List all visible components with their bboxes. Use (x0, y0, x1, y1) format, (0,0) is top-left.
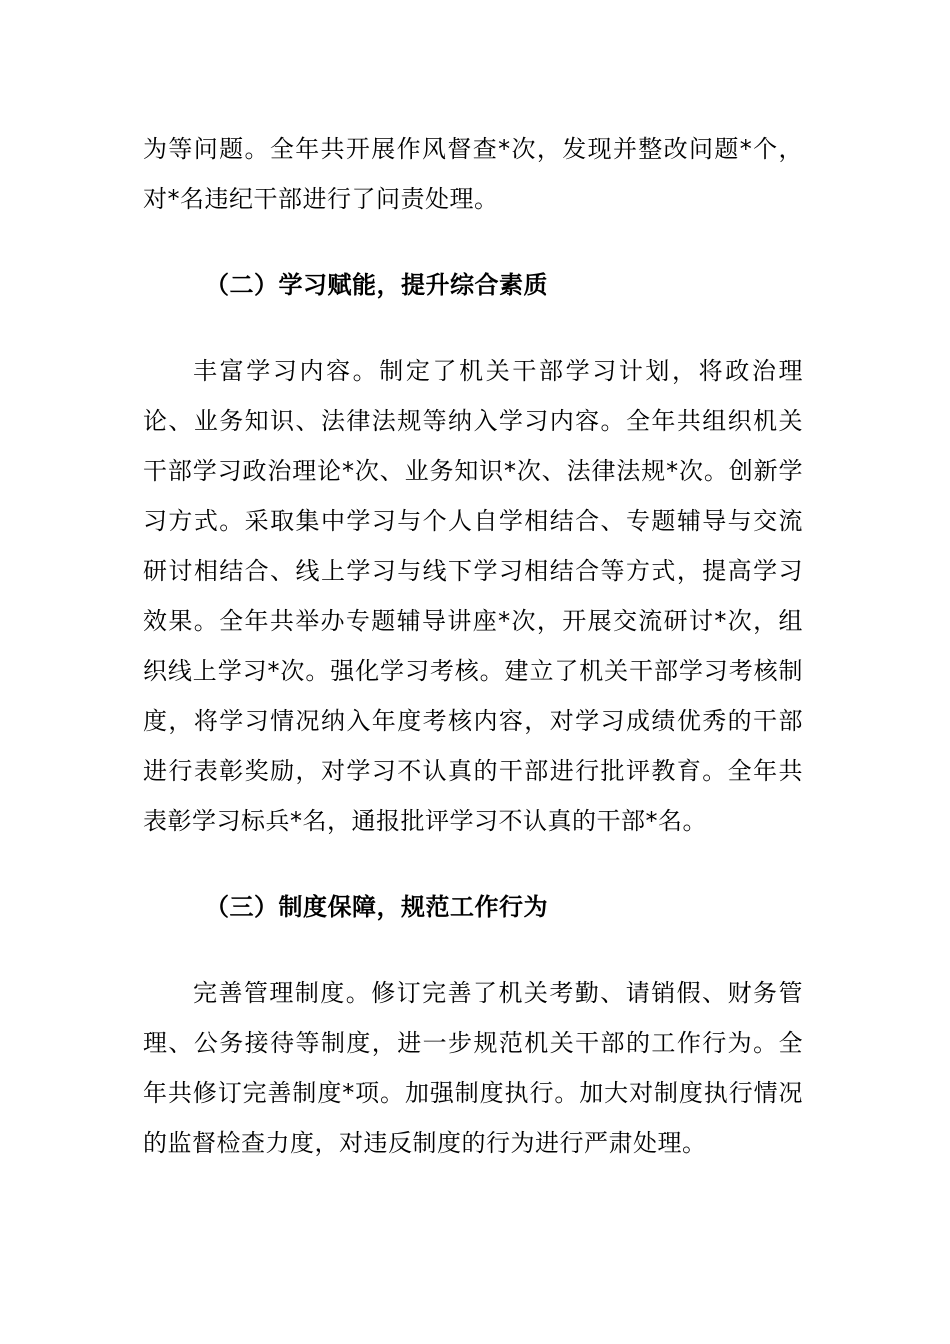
paragraph-learning: 丰富学习内容。制定了机关干部学习计划，将政治理论、业务知识、法律法规等纳入学习内容。全年共组织机关干部学习政治理论*次、业务知识*次、法律法规*次。创新学习方式。采取集中学习与个人自学相结合、专题辅导与交流研讨相结合、线上学习与线下学习相结合等方式，提高学习效果。全年共举办专题辅导讲座*次，开展交流研讨*次，组织线上学习*次。强化学习考核。建立了机关干部学习考核制度，将学习情况纳入年度考核内容，对学习成绩优秀的干部进行表彰奖励，对学习不认真的干部进行批评教育。全年共表彰学习标兵*名，通报批评学习不认真的干部*名。 (143, 357, 803, 835)
document-body (143, 124, 803, 1168)
section-heading-learning: （二）学习赋能，提升综合素质 (205, 271, 548, 299)
spacer (143, 310, 803, 346)
spacer (143, 932, 803, 968)
spacer (143, 224, 803, 260)
paragraph-continuation: 为等问题。全年共开展作风督查*次，发现并整改问题*个，对*名违纪干部进行了问责处理。 (143, 135, 803, 213)
spacer (143, 846, 803, 882)
section-heading-system: （三）制度保障，规范工作行为 (205, 893, 548, 921)
paragraph-system: 完善管理制度。修订完善了机关考勤、请销假、财务管理、公务接待等制度，进一步规范机关干部的工作行为。全年共修订完善制度*项。加强制度执行。加大对制度执行情况的监督检查力度，对违反制度的行为进行严肃处理。 (143, 979, 803, 1157)
